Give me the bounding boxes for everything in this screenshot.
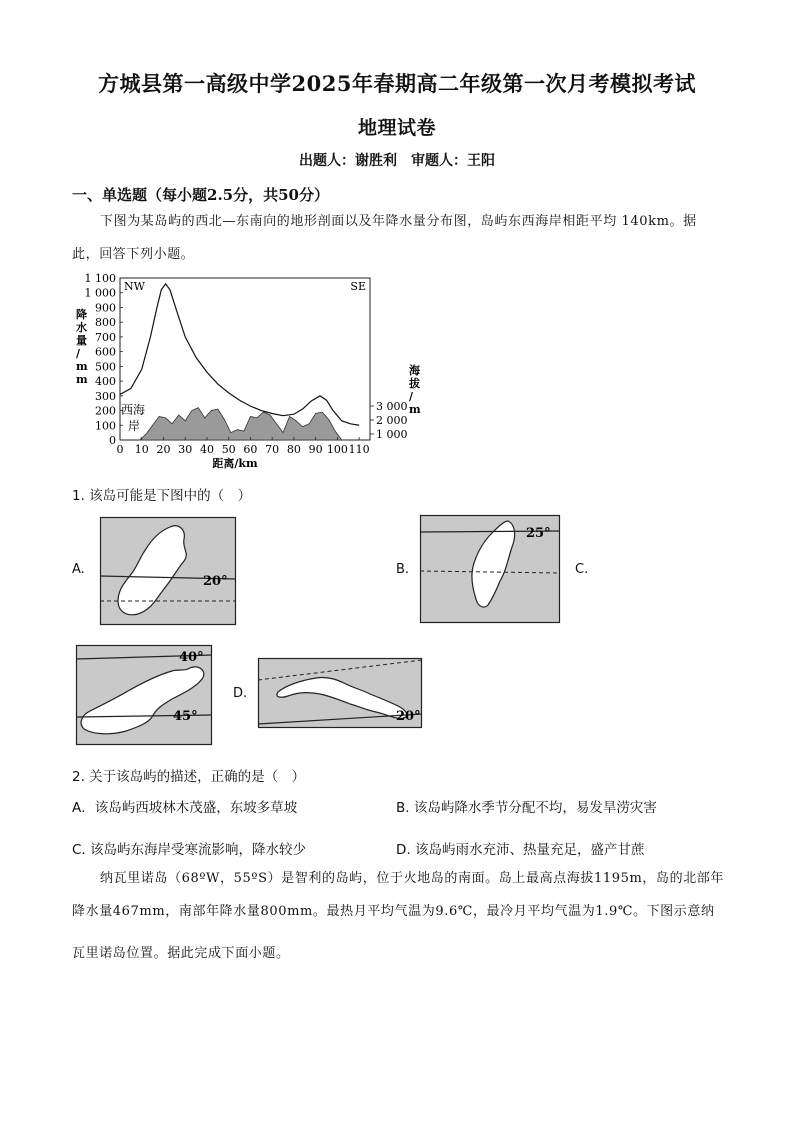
x-tick-label: 90 <box>308 443 323 456</box>
intro2-line1: 纳瓦里诺岛（68ºW，55ºS）是智利的岛屿，位于火地岛的南面。岛上最高点海拔1195m，岛的北部年 <box>100 871 724 886</box>
map-c <box>76 645 212 745</box>
map-b <box>420 515 560 623</box>
x-tick-label: 50 <box>221 443 236 456</box>
section-heading: 一、单选题（每小题2.5分，共50分） <box>72 186 329 204</box>
paper-title: 方城县第一高级中学2025年春期高二年级第一次月考模拟考试 <box>98 71 696 96</box>
q1-option-d-label: D. <box>233 686 248 701</box>
paper-subject: 地理试卷 <box>357 117 436 139</box>
q2-option-b: B. 该岛屿降水季节分配不均，易发旱涝灾害 <box>396 800 657 816</box>
map-b-lat-label: 25° <box>526 526 551 541</box>
q2-option-a: A．该岛屿西坡林木茂盛，东坡多草坡 <box>72 800 298 816</box>
y-left-tick-label: 0 <box>109 434 116 447</box>
y-left-tick-label: 800 <box>95 316 116 330</box>
x-tick-label: 60 <box>243 443 258 456</box>
plot-frame <box>120 278 370 440</box>
map-d <box>258 658 422 728</box>
y-left-tick-label: 400 <box>95 375 116 389</box>
y-left-tick-label: 600 <box>95 345 116 359</box>
terrain-profile <box>140 408 342 440</box>
x-tick-label: 70 <box>265 443 280 456</box>
profile-chart <box>62 270 421 475</box>
map-d-lat-label: 20° <box>396 709 421 724</box>
y-left-tick-label: 100 <box>95 419 116 433</box>
x-tick-label: 100 <box>326 443 348 456</box>
y-left-tick-label: 1 000 <box>84 286 116 300</box>
map-c-lat-label-2: 45° <box>173 709 198 724</box>
x-tick-label: 20 <box>156 443 171 456</box>
corner-label-nw: NW <box>124 280 145 293</box>
intro2-line2: 降水量467mm，南部年降水量800mm。最热月平均气温为9.6℃，最冷月平均气温为1.9℃。下图示意纳 <box>72 904 715 919</box>
x-tick-label: 30 <box>178 443 193 456</box>
intro1-line1: 下图为某岛屿的西北—东南向的地形剖面以及年降水量分布图，岛屿东西海岸相距平均 140km。据 <box>100 214 697 229</box>
y-right-tick-label: 3 000 <box>376 400 408 413</box>
y-left-tick-label: 500 <box>95 360 116 374</box>
map-c-lat-label-1: 40° <box>179 650 204 665</box>
x-tick-label: 80 <box>286 443 301 456</box>
coast-label-line2: 岸 <box>128 419 141 433</box>
x-tick-label: 40 <box>199 443 214 456</box>
y-left-tick-label: 200 <box>95 404 116 418</box>
q1-option-b-label: B. <box>396 562 410 577</box>
coast-label-line1: 西海 <box>121 403 146 417</box>
y-right-axis-label: 海拔/ m <box>409 364 421 416</box>
y-right-tick-label: 1 000 <box>376 428 408 441</box>
y-left-tick-label: 700 <box>95 330 116 344</box>
q2-stem: 2. 关于该岛屿的描述，正确的是（ ） <box>72 769 306 785</box>
q2-option-c: C. 该岛屿东海岸受寒流影响，降水较少 <box>72 842 307 858</box>
precipitation-line <box>120 284 359 425</box>
x-tick-label: 0 <box>116 443 124 456</box>
intro2-line3: 瓦里诺岛位置。据此完成下面小题。 <box>72 946 290 961</box>
y-left-tick-label: 1 100 <box>84 272 116 285</box>
y-left-tick-label: 900 <box>95 301 116 315</box>
paper-authors: 出题人：谢胜利 审题人：王阳 <box>299 153 495 169</box>
y-left-tick-label: 300 <box>95 389 116 403</box>
q1-stem: 1. 该岛可能是下图中的（ ） <box>72 488 252 504</box>
q2-option-d: D. 该岛屿雨水充沛、热量充足，盛产甘蔗 <box>396 842 645 858</box>
x-tick-label: 110 <box>348 443 370 456</box>
x-axis-label: 距离/km <box>212 457 258 470</box>
map-a-lat-label: 20° <box>203 574 228 589</box>
map-a <box>100 517 236 625</box>
intro1-line2: 此，回答下列小题。 <box>72 247 195 262</box>
y-right-tick-label: 2 000 <box>376 414 408 427</box>
q1-option-c-label: C. <box>575 562 589 577</box>
x-tick-label: 10 <box>134 443 149 456</box>
y-left-axis-label: 降水量/ m m <box>76 308 88 386</box>
q1-option-a-label: A. <box>72 562 85 577</box>
corner-label-se: SE <box>350 280 366 293</box>
